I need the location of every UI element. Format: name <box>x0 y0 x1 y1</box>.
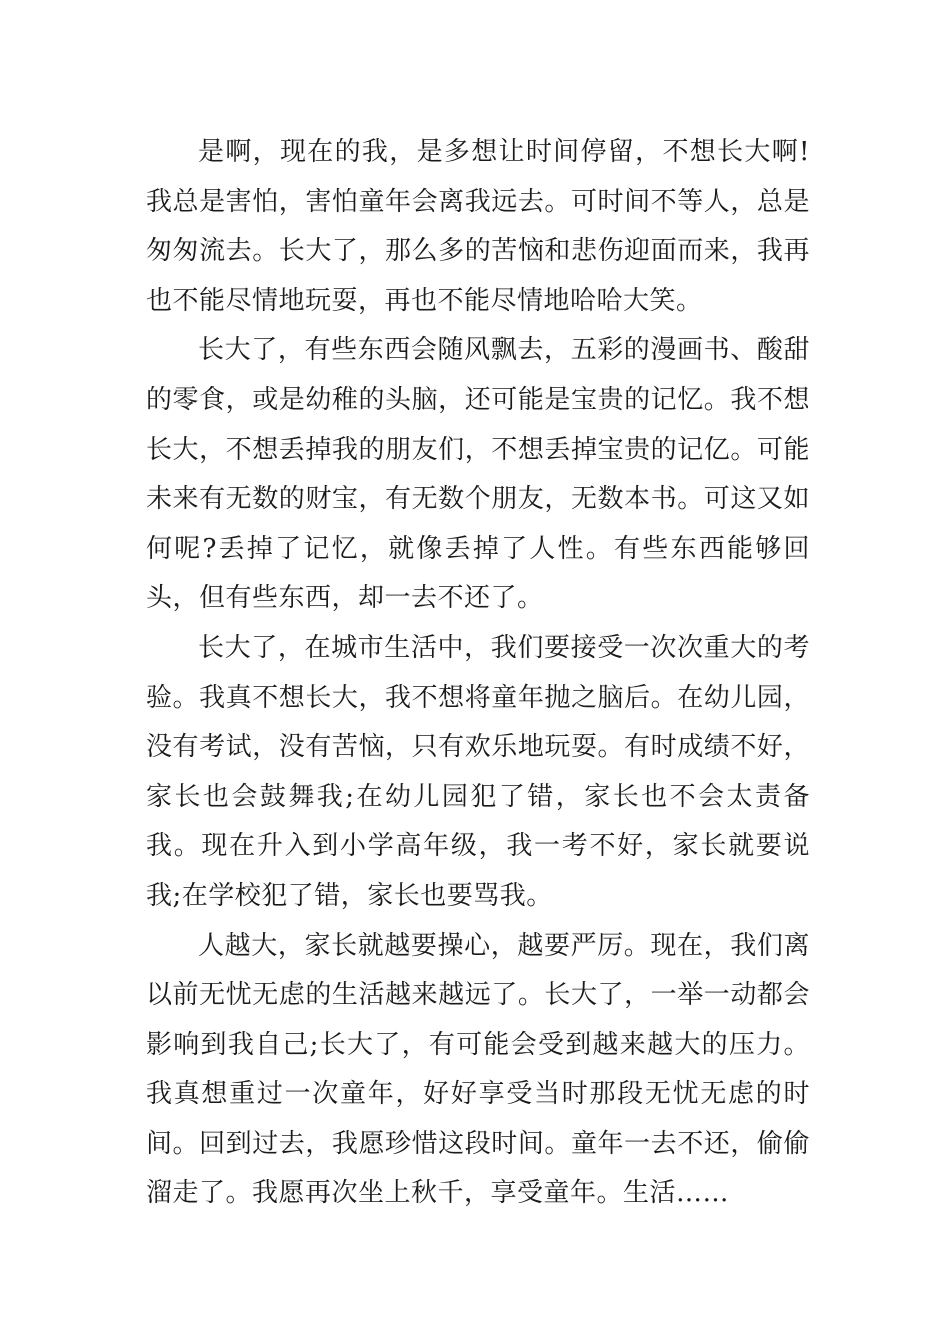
paragraph-4: 人越大，家长就越要操心，越要严厉。现在，我们离以前无忧无虑的生活越来越远了。长大了，一举一动都会影响到我自己;长大了，有可能会受到越来越大的压力。我真想重过一次童年，好好享受当时那段无忧无虑的时间。回到过去，我愿珍惜这段时间。童年一去不还，偷偷溜走了。我愿再次坐上秋千，享受童年。生活…… <box>146 930 810 1209</box>
paragraph-3: 长大了，在城市生活中，我们要接受一次次重大的考验。我真不想长大，我不想将童年抛之脑后。在幼儿园，没有考试，没有苦恼，只有欢乐地玩耍。有时成绩不好，家长也会鼓舞我;在幼儿园犯了错，家长也不会太责备我。现在升入到小学高年级，我一考不好，家长就要说我;在学校犯了错，家长也要骂我。 <box>146 632 810 911</box>
document-body <box>146 128 810 1219</box>
paragraph-1: 是啊，现在的我，是多想让时间停留，不想长大啊!我总是害怕，害怕童年会离我远去。可时间不等人，总是匆匆流去。长大了，那么多的苦恼和悲伤迎面而来，我再也不能尽情地玩耍，再也不能尽情地哈哈大笑。 <box>146 137 810 316</box>
paragraph-2: 长大了，有些东西会随风飘去，五彩的漫画书、酸甜的零食，或是幼稚的头脑，还可能是宝贵的记忆。我不想长大，不想丢掉我的朋友们，不想丢掉宝贵的记亿。可能未来有无数的财宝，有无数个朋友，无数本书。可这又如何呢?丢掉了记忆，就像丢掉了人性。有些东西能够回头，但有些东西，却一去不还了。 <box>146 335 810 614</box>
